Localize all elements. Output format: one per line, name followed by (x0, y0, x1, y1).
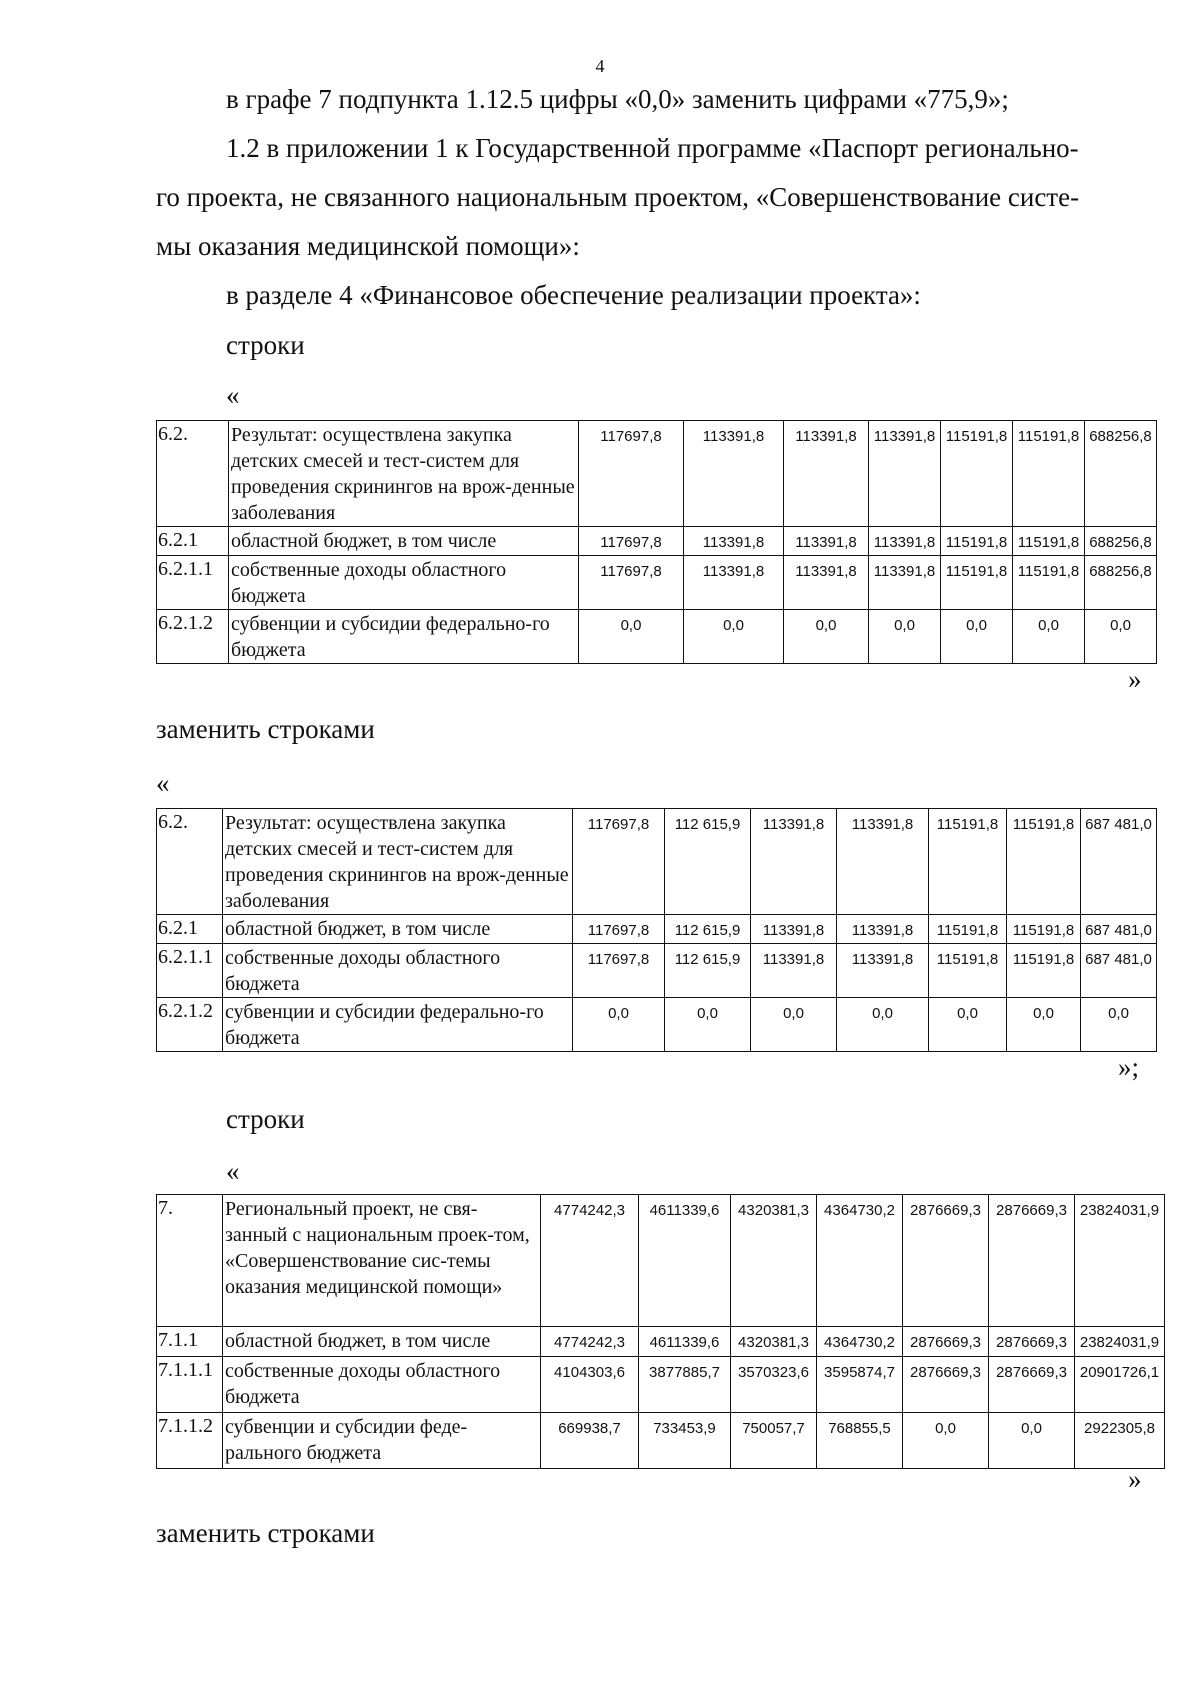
value-cell: 2876669,3 (903, 1357, 989, 1413)
value-cell: 750057,7 (731, 1413, 817, 1469)
value-cell: 4611339,6 (639, 1327, 731, 1357)
paragraph-section-4: в разделе 4 «Финансовое обеспечение реализации проекта»: (226, 280, 921, 310)
value-cell: 0,0 (1081, 998, 1157, 1052)
value-cell: 4611339,6 (639, 1195, 731, 1327)
row-code: 6.2.1.2 (157, 998, 223, 1052)
value-cell: 113391,8 (751, 944, 837, 998)
value-cell: 0,0 (903, 1413, 989, 1469)
value-cell: 0,0 (751, 998, 837, 1052)
row-name: Результат: осуществлена закупка детских смесей и тест-систем для проведения скринингов на врож-денные заболевания (223, 809, 573, 915)
value-cell: 117697,8 (579, 527, 684, 556)
table-row (157, 809, 1157, 915)
value-cell: 113391,8 (784, 421, 869, 527)
rows-label-1: строки (226, 330, 305, 360)
value-cell: 113391,8 (684, 527, 784, 556)
value-cell: 113391,8 (684, 556, 784, 610)
row-name: субвенции и субсидии федерально-го бюджета (223, 998, 573, 1052)
value-cell: 0,0 (989, 1413, 1075, 1469)
table-row (157, 1195, 1165, 1327)
value-cell: 2876669,3 (989, 1327, 1075, 1357)
value-cell: 2876669,3 (903, 1327, 989, 1357)
value-cell: 115191,8 (941, 527, 1013, 556)
value-cell: 115191,8 (929, 944, 1007, 998)
value-cell: 687 481,0 (1081, 944, 1157, 998)
open-quote-1: « (226, 380, 240, 410)
value-cell: 4104303,6 (541, 1357, 639, 1413)
table-row (157, 1413, 1165, 1469)
close-quote-2: »; (1118, 1052, 1140, 1082)
value-cell: 0,0 (684, 610, 784, 664)
paragraph-graph-7: в графе 7 подпункта 1.12.5 цифры «0,0» заменить цифрами «775,9»; (226, 84, 1009, 114)
value-cell: 688256,8 (1085, 527, 1157, 556)
row-name: областной бюджет, в том числе (223, 915, 573, 944)
value-cell: 113391,8 (837, 915, 929, 944)
value-cell: 4364730,2 (817, 1327, 903, 1357)
row-code: 6.2. (157, 421, 229, 527)
value-cell: 113391,8 (751, 809, 837, 915)
replace-label-2: заменить строками (156, 1518, 375, 1548)
row-code: 7.1.1 (157, 1327, 223, 1357)
table-old-7 (156, 1194, 1165, 1469)
row-name: собственные доходы областного бюджета (223, 944, 573, 998)
value-cell: 112 615,9 (665, 915, 751, 944)
value-cell: 117697,8 (579, 556, 684, 610)
table-row (157, 998, 1157, 1052)
value-cell: 3595874,7 (817, 1357, 903, 1413)
value-cell: 4774242,3 (541, 1195, 639, 1327)
value-cell: 0,0 (1085, 610, 1157, 664)
open-quote-3: « (226, 1156, 240, 1186)
row-name: субвенции и субсидии федерально-го бюджета (229, 610, 579, 664)
row-name: субвенции и субсидии феде-рального бюджета (223, 1413, 541, 1469)
value-cell: 4320381,3 (731, 1327, 817, 1357)
row-code: 6.2.1.1 (157, 944, 223, 998)
value-cell: 0,0 (869, 610, 941, 664)
value-cell: 0,0 (784, 610, 869, 664)
row-name: собственные доходы областного бюджета (223, 1357, 541, 1413)
value-cell: 0,0 (941, 610, 1013, 664)
close-quote-1: » (1128, 664, 1142, 694)
value-cell: 113391,8 (869, 556, 941, 610)
value-cell: 112 615,9 (665, 809, 751, 915)
value-cell: 688256,8 (1085, 556, 1157, 610)
table-row (157, 1327, 1165, 1357)
value-cell: 2922305,8 (1075, 1413, 1165, 1469)
value-cell: 2876669,3 (989, 1357, 1075, 1413)
row-name: областной бюджет, в том числе (229, 527, 579, 556)
table-row (157, 527, 1157, 556)
row-code: 6.2.1.2 (157, 610, 229, 664)
value-cell: 669938,7 (541, 1413, 639, 1469)
row-code: 6.2. (157, 809, 223, 915)
value-cell: 2876669,3 (989, 1195, 1075, 1327)
value-cell: 768855,5 (817, 1413, 903, 1469)
table-row (157, 915, 1157, 944)
row-code: 7. (157, 1195, 223, 1327)
row-code: 7.1.1.2 (157, 1413, 223, 1469)
value-cell: 23824031,9 (1075, 1327, 1165, 1357)
open-quote-2: « (156, 768, 170, 798)
value-cell: 115191,8 (929, 915, 1007, 944)
value-cell: 115191,8 (1013, 556, 1085, 610)
value-cell: 20901726,1 (1075, 1357, 1165, 1413)
value-cell: 113391,8 (684, 421, 784, 527)
value-cell: 115191,8 (941, 556, 1013, 610)
value-cell: 117697,8 (579, 421, 684, 527)
value-cell: 687 481,0 (1081, 915, 1157, 944)
row-code: 6.2.1 (157, 915, 223, 944)
rows-label-2: строки (226, 1104, 305, 1134)
value-cell: 0,0 (837, 998, 929, 1052)
table-row (157, 556, 1157, 610)
value-cell: 117697,8 (573, 944, 665, 998)
value-cell: 115191,8 (929, 809, 1007, 915)
value-cell: 113391,8 (837, 809, 929, 915)
value-cell: 4320381,3 (731, 1195, 817, 1327)
value-cell: 112 615,9 (665, 944, 751, 998)
value-cell: 117697,8 (573, 915, 665, 944)
value-cell: 117697,8 (573, 809, 665, 915)
row-code: 6.2.1 (157, 527, 229, 556)
value-cell: 733453,9 (639, 1413, 731, 1469)
value-cell: 0,0 (1013, 610, 1085, 664)
row-name: собственные доходы областного бюджета (229, 556, 579, 610)
page-number: 4 (595, 56, 605, 76)
value-cell: 3877885,7 (639, 1357, 731, 1413)
value-cell: 23824031,9 (1075, 1195, 1165, 1327)
value-cell: 4774242,3 (541, 1327, 639, 1357)
value-cell: 115191,8 (1007, 944, 1081, 998)
value-cell: 115191,8 (1013, 527, 1085, 556)
value-cell: 113391,8 (869, 527, 941, 556)
value-cell: 115191,8 (1013, 421, 1085, 527)
value-cell: 113391,8 (784, 527, 869, 556)
table-row (157, 610, 1157, 664)
value-cell: 113391,8 (784, 556, 869, 610)
value-cell: 113391,8 (837, 944, 929, 998)
value-cell: 687 481,0 (1081, 809, 1157, 915)
close-quote-3: » (1128, 1464, 1142, 1494)
value-cell: 4364730,2 (817, 1195, 903, 1327)
value-cell: 688256,8 (1085, 421, 1157, 527)
value-cell: 0,0 (573, 998, 665, 1052)
value-cell: 3570323,6 (731, 1357, 817, 1413)
row-name: Результат: осуществлена закупка детских смесей и тест-систем для проведения скринингов на врож-денные заболевания (229, 421, 579, 527)
value-cell: 2876669,3 (903, 1195, 989, 1327)
value-cell: 0,0 (1007, 998, 1081, 1052)
replace-label-1: заменить строками (156, 714, 375, 744)
value-cell: 113391,8 (751, 915, 837, 944)
table-row (157, 421, 1157, 527)
value-cell: 113391,8 (869, 421, 941, 527)
table-row (157, 1357, 1165, 1413)
table-row (157, 944, 1157, 998)
value-cell: 115191,8 (1007, 915, 1081, 944)
table-old-6-2 (156, 420, 1157, 664)
value-cell: 0,0 (665, 998, 751, 1052)
value-cell: 115191,8 (941, 421, 1013, 527)
paragraph-appendix-line-1: 1.2 в приложении 1 к Государственной программе «Паспорт регионально- (226, 133, 1079, 163)
value-cell: 0,0 (579, 610, 684, 664)
row-code: 7.1.1.1 (157, 1357, 223, 1413)
row-code: 6.2.1.1 (157, 556, 229, 610)
row-name: областной бюджет, в том числе (223, 1327, 541, 1357)
paragraph-appendix-line-2: го проекта, не связанного национальным проектом, «Совершенствование систе- (156, 182, 1080, 212)
value-cell: 0,0 (929, 998, 1007, 1052)
row-name: Региональный проект, не свя-занный с национальным проек-том, «Совершенствование сис-темы оказания медицинской помощи» (223, 1195, 541, 1327)
paragraph-appendix-line-3: мы оказания медицинской помощи»: (156, 231, 580, 261)
value-cell: 115191,8 (1007, 809, 1081, 915)
table-new-6-2 (156, 808, 1157, 1052)
